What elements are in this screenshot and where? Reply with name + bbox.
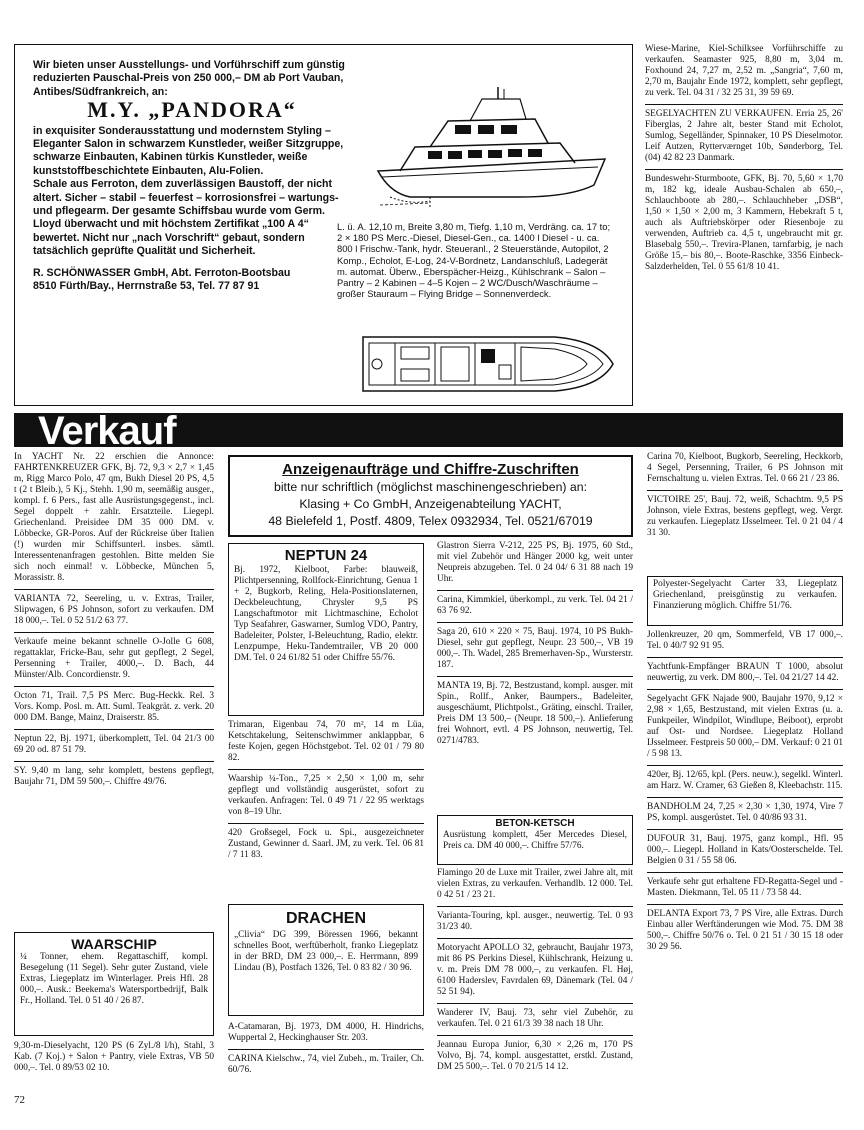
order-line-3: 48 Bielefeld 1, Postf. 4809, Telex 0932934, Tel. 0521/67019 [268,514,593,528]
pandora-body-2: Schale aus Ferroton, dem zuverlässigen Baustoff, der nicht altert. Sicher – stabil – feuerfest – korrosionsfrei – wartungs- und pflegearm. Der gesamte Schiffsbau wurde vom Germ. Lloyd überwacht und mit höchstem Zertifikat „100 A 4“ bewertet. Nicht nur „nach Vorschrift“ gebaut, sondern tatsächlich geprüfte Qualität und Sicherheit. [33,178,339,258]
beton-ketsch-title: BETON-KETSCH [495,818,575,829]
neptun-24-ad [228,543,424,716]
classified-jeannau: Jeannau Europa Junior, 6,30 × 2,26 m, 170 PS Volvo, Bj. 74, kompl. ausgestattet, erstkl. Zustand, DM 25 500,–. Tel. 0 70 21/5 14 12. [437,1040,633,1072]
divider [645,104,843,105]
divider [647,689,843,690]
order-title: Anzeigenaufträge und Chiffre-Zuschriften [282,461,579,478]
classified-420er: 420er, Bj. 12/65, kpl. (Pers. neuw.), segelkl. Winterl. am Harz. W. Cramer, 63 Gießen 8, Kleebachstr. 115. [647,770,843,791]
polyester-text: Polyester-Segelyacht Carter 33, Liegeplatz Griechenland, preisgünstig zu verkaufen. Finanzierung möglich. Chiffre 51/76. [653,579,837,611]
classified-saga-20: Saga 20, 610 × 220 × 75, Bauj. 1974, 10 PS Bukh-Diesel, sehr gut gepflegt, Neupr. 23 500,–, VB 19 000,–. Th. Wadel, 285 Bremerhaven-Sp., Wursterstr. 187. [437,627,633,670]
classified-bandholm: BANDHOLM 24, 7,25 × 2,30 × 1,30, 1974, Vire 7 PS, kompl. ausgerüstet. Tel. 0 40/86 93 31. [647,802,843,823]
divider [437,590,633,591]
divider [14,761,214,762]
classified-wiese-marine: Wiese-Marine, Kiel-Schilksee Vorführschiffe zu verkaufen. Seamaster 925, 8,80 m, 3,04 m. Foxhound 24, 7,27 m, 2,52 m. „Sangria“, 7,60 m, 2,70 m, Baujahr Ende 1972, komplett, sehr gepflegt, zu verk. Tel. 04 31 / 32 25 31, 39 59 69. [645,44,843,98]
order-info-box [228,455,633,537]
classified-sy: SY. 9,40 m lang, sehr komplett, bestens gepflegt, Baujahr 71, DM 59 500,–. Chiffre 49/76. [14,766,214,787]
classified-varianta: VARIANTA 72, Seereling, u. v. Extras, Trailer, Slipwagen, 6 PS Johnson, sofort zu verkaufen. DM 18 000,–. Tel. 0 52 51/2 63 77. [14,594,214,626]
classified-wanderer: Wanderer IV, Bauj. 73, sehr viel Zubehör, zu verkaufen. Tel. 0 21 61/3 39 38 nach 18 Uhr. [437,1008,633,1029]
divider [647,797,843,798]
classified-fahrtenkreuzer: In YACHT Nr. 22 erschien die Annonce: FAHRTENKREUZER GFK, Bj. 72, 9,3 × 2,7 × 1,45 m, Rigg Marco Polo, 47 qm, Bukh Diesel 20 PS, 4,5 t (2 t Bleib.), 5 Kj., Stehh. 1,90 m, seemäßig ausger., kompl. f. 6 Pers., fast alle Ausrüstungsgegenst., incl. Segel doppelt + zahlr. Ersatzteile. Liegepl. Griechenland. Preisidee DM 35 000 DM. v. Löbbecke, GR-Poros. Auf der Rückreise über Italien (!) wurden mir Schiffsunterl. insbes. sämtl. Interessentenanfragen gestohlen. Bitte melden Sie sich noch einmal! v. Löbbecke, München 5, Morassistr. 8. [14,452,214,583]
column-3-bottom [437,868,633,1094]
divider [437,1035,633,1036]
classified-yachtfunk: Yachtfunk-Empfänger BRAUN T 1000, absolut neuwertig, zu verk. DM 800,–. Tel. 04 21/27 14 42. [647,662,843,683]
divider [14,686,214,687]
classified-jollenkreuzer: Jollenkreuzer, 20 qm, Sommerfeld, VB 17 000,–. Tel. 0 40/7 92 91 95. [647,630,843,651]
page-number: 72 [14,1094,25,1106]
classified-flamingo: Flamingo 20 de Luxe mit Trailer, zwei Jahre alt, mit vielen Extras, zu verkaufen. Verhandlb. 12 000. Tel. 0 42 51 / 23 21. [437,868,633,900]
classified-420-segel: 420 Großsegel, Fock u. Spi., ausgezeichneter Zustand, Gewinner d. Saarl. JM, zu verk. Tel. 06 81 / 7 11 83. [228,828,424,860]
neptun-24-text: Bj. 1972, Kielboot, Farbe: blauweiß, Plichtpersenning, Rollfock-Einrichtung, Genua 1 + 2, Bugkorb, Reling, Hela-Positionslaternen, Deckbeleuchtung, Chrysler 9,5 PS Langschaftmotor mit Lichtmaschine, Echolot Typ Seafahrer, Gaswarner, Sumlog VDO, Pantry, Badeleiter, Polster, I-Beleuchtung, Radio, elektr. Lenzpumpe, Heku-Tandemtrailer, VB 20 000 DM. Tel. 0 24 61/82 51 oder Chiffre 55/76. [234,565,418,663]
verkauf-banner-title: Verkauf [38,409,176,453]
divider [647,904,843,905]
waarschip-ad [14,932,214,1036]
classified-dieselyacht: 9,30-m-Dieselyacht, 120 PS (6 Zyl./8 l/h), Stahl, 3 Kab. (7 Koj.) + Salon + Pantry, viele Extras, VB 50 000,–. Tel. 0 89/53 02 10. [14,1041,214,1073]
drachen-text: „Clivia“ DG 399, Böressen 1966, bekannt schnelles Boot, werftüberholt, franko Liegeplatz in der BRD, DM 23 000,–. E. Herrmann, 899 Lindau (B), Postfach 1326, Tel. 0 83 82 / 30 96. [234,930,418,973]
beton-ketsch-ad [437,815,633,865]
classified-neptun-22: Neptun 22, Bj. 1971, überkomplett, Tel. 04 21/3 00 69 20 od. 87 51 79. [14,734,214,755]
divider [228,769,424,770]
divider [647,872,843,873]
yacht-plan-view-illustration [355,331,620,397]
pandora-body-1: in exquisiter Sonderausstattung und modernstem Styling – Eleganter Salon in schwarzem Kunstleder, weißer Sitzgruppe, schwarze Einbauten, Kabinen türkis Kunstleder, weiße kunststoffbeschichtete Einbauten, Alu-Folien. [33,124,344,177]
polyester-ad [647,576,843,626]
pandora-intro: Wir bieten unser Ausstellungs- und Vorführschiff zum günstig reduzierten Pauschal-Preis von 250 000,– DM ab Port Vauban, Antibes/Südfrankreich, an: [33,59,345,98]
classified-najade: Segelyacht GFK Najade 900, Baujahr 1970, 9,12 × 2,98 × 1,65, Bestzustand, mit vielen Extras (u. a. Funkpeiler, Windpilot, Windlupe, Beiboot), erprobt auf Ost- und Nordsee. Liegeplatz Holland IJsselmeer. Festpreis 50 000,– DM. Verkauf: 0 21 01 / 5 98 13. [647,694,843,759]
drachen-title: DRACHEN [286,910,366,927]
divider [228,1049,424,1050]
divider [14,729,214,730]
right-top-column [645,44,843,402]
divider [647,829,843,830]
divider [437,622,633,623]
classified-manta-19: MANTA 19, Bj. 72, Bestzustand, kompl. ausger. mit Spin., Rollf., Anker, Baumpers., Badeleiter, ausgeschäumt, Plichtpolst., Gräting, einschl. Trailer, Preis DM 13 500,– (Neupr. 18 500,–). Anlieferung frei Wohnort, evtl. 4 PS Johnson, neuwertig, Tel. 0271/4783. [437,681,633,746]
classified-a-catamaran: A-Catamaran, Bj. 1973, DM 4000, H. Hindrichs, Wuppertal 2, Heckinghauser Str. 203. [228,1022,424,1043]
divider [14,589,214,590]
classified-carina-kielschw: CARINA Kielschw., 74, viel Zubeh., m. Trailer, Ch. 60/76. [228,1054,424,1075]
classified-fd-regatta: Verkaufe sehr gut erhaltene FD-Regatta-Segel und -Masten. Diekmann, Tel. 05 11 / 73 58 44. [647,877,843,898]
classified-varianta-touring: Varianta-Touring, kpl. ausger., neuwertig. Tel. 0 93 31/23 40. [437,911,633,932]
classified-apollo: Motoryacht APOLLO 32, gebraucht, Baujahr 1973, mit 86 PS Perkins Diesel, Kühlschrank, Heizung u. v. m. Preis DM 78 000,–, zu verkaufen. Fl. Høj, 6100 Haderslev, Favrdalen 69, Dänemark (Tel. 04 / 52 51 94). [437,943,633,997]
divider [437,1003,633,1004]
pandora-ad [14,44,633,406]
divider [437,906,633,907]
column-2-middle [228,720,424,902]
yacht-side-view-illustration [370,85,615,215]
classified-waarship: Waarship ¼-Ton., 7,25 × 2,50 × 1,00 m, sehr gepflegt und vollständig ausgerüstet, sofort zu verkaufen. Anfragen: Tel. 0 49 71 / 22 95 werktags von 8–19 Uhr. [228,774,424,817]
pandora-ad-text [33,59,351,294]
classified-segelyachten: SEGELYACHTEN ZU VERKAUFEN. Erria 25, 26' Fiberglas, 2 Jahre alt, bester Stand mit Echolot, Sumlog, Segelländer, Spinnaker, 10 PS Dieselmotor. Leif Autzen, Rytterværnget 10b, Sønderborg, Tel. (04) 42 82 23 Danmark. [645,109,843,163]
order-line-1: bitte nur schriftlich (möglichst maschinengeschrieben) an: [273,480,588,494]
pandora-specs: L. ü. A. 12,10 m, Breite 3,80 m, Tiefg. 1,10 m, Verdräng. ca. 17 to; 2 × 180 PS Merc.-Diesel, Diesel-Gen., ca. 1400 l Diesel - u. ca. 800 l Frischw.-Tank, hydr. Steueranl., 2 Steuerstände, Autopilot, 2 Komp., Echolot, E-Log, 24-V-Bordnetz, Landanschluß, Ladegerät m. automat. Überw., Eberspächer-Heizg., Kühlschrank – Salon – Pantry – 2 Kabinen – 4–5 Kojen – 2 WC/Dusch/Waschräume – großer Stauraum – Flying Bridge – Sonnenverdeck. [337,221,611,300]
classified-glastron: Glastron Sierra V-212, 225 PS, Bj. 1975, 60 Std., mit viel Zubehör und Hänger 2000 kg, weit unter Neupreis abzugeben. Tel. 0 24 04/ 6 31 88 nach 19 Uhr. [437,541,633,584]
divider [647,490,843,491]
order-line-2: Klasing + Co GmbH, Anzeigenabteilung YACHT, [299,497,562,511]
neptun-24-title: NEPTUN 24 [284,547,368,564]
verkauf-banner [14,409,843,453]
divider [437,938,633,939]
pandora-address: 8510 Fürth/Bay., Herrnstraße 53, Tel. 77 87 91 [33,280,260,293]
divider [437,676,633,677]
classified-victoire: VICTOIRE 25', Bauj. 72, weiß, Schachtm. 9,5 PS Johnson, viele Extras, bestens gepflegt, weg. Vergr. zu verkaufen. Liegeplatz IJsselmeer. Tel. 0 21 04 / 4 31 30. [647,495,843,538]
classified-trimaran: Trimaran, Eigenbau 74, 70 m², 14 m Lüa, Ketschtakelung, Seitenschwimmer anklappbar, 6 feste Kojen, gegen Höchstgebot. Tel. 02 01 / 79 80 82. [228,720,424,763]
pandora-company: R. SCHÖNWASSER GmbH, Abt. Ferroton-Bootsbau [33,266,291,279]
divider [645,169,843,170]
waarschip-text: ¼ Tonner, ehem. Regattaschiff, kompl. Besegelung (11 Segel). Sehr guter Zustand, viele Extras, Liegeplatz im Winterlager. Preis Hfl. 28 000,–. Ausk.: Beekema's Watersportbedrijf, Balk Fr., Holland. Tel. 0 51 40 / 26 87. [20,952,208,1006]
divider [647,765,843,766]
classified-sturmboote: Bundeswehr-Sturmboote, GFK, Bj. 70, 5,60 × 1,70 m, 182 kg, ideale Ausbau-Schalen ab 650,–, Schlauchboote ab 280,–. Schlauchheber „DSB“, 1,50 × 1,50 × 2,00 m, 3 Kammern, Hebekraft 5 t, auch als Auftriebskörper oder Riesenboje zu verwenden, Auftrieb ca. 4,5 t, ungebraucht mit gr. Blasebalg 550,–. Trevira-Planen, tarnfarbig, je nach Größe 15,– bis 80,–. Boote-Raschke, 3356 Einbeck-Salzderhelden, Tel. 0 55 61/8 10 41. [645,174,843,272]
column-2-bottom [228,1022,424,1094]
divider [14,632,214,633]
column-1-bottom [14,1041,214,1091]
classified-delanta: DELANTA Export 73, 7 PS Vire, alle Extras. Durch Einbau aller Werftänderungen wie Mod. 75. DM 38 500,–. Chiffre 50/76 o. Tel. 0 21 51 / 30 15 18 oder 30 29 56. [647,909,843,952]
classified-carina-70: Carina 70, Kielboot, Bugkorb, Seereling, Heckkorb, 4 Segel, Persenning, Trailer, 6 PS Johnson mit Fernschaltung u. vielen Extras. Tel. 0 66 21 / 23 86. [647,452,843,484]
beton-ketsch-text: Ausrüstung komplett, 45er Mercedes Diesel, Preis ca. DM 40 000,–. Chiffre 57/76. [443,830,627,851]
column-4-bottom [647,630,843,1096]
classified-carina-kimmkiel: Carina, Kimmkiel, überkompl., zu verk. Tel. 04 21 / 63 76 92. [437,595,633,616]
pandora-title: M.Y. „PANDORA“ [87,97,297,123]
classified-o-jolle: Verkaufe meine bekannt schnelle O-Jolle G 608, regattaklar, Fricke-Bau, sehr gut gepflegt, 2 Segel, Persenning + Trailer, 4000,–. D. Bach, 44 Münster/Alb. Concordienstr. 9. [14,637,214,680]
classified-dufour: DUFOUR 31, Bauj. 1975, ganz kompl., Hfl. 95 000,–. Liegepl. Holland in Kats/Oosterschelde. Tel. Belgien 0 31 / 55 58 06. [647,834,843,866]
drachen-ad [228,904,424,1016]
column-1 [14,452,214,930]
waarschip-title: WAARSCHIP [71,936,157,952]
classified-octon: Octon 71, Trail. 7,5 PS Merc. Bug-Heckk. Rel. 3 Vors. Komp. Posl. m. Att. Suml. Teakgrät. z. verk. 20 000 DM. Bange, Mainz, Draiserstr. 85. [14,691,214,723]
column-3-top [437,541,633,813]
divider [228,823,424,824]
column-4-top [647,452,843,574]
divider [647,657,843,658]
